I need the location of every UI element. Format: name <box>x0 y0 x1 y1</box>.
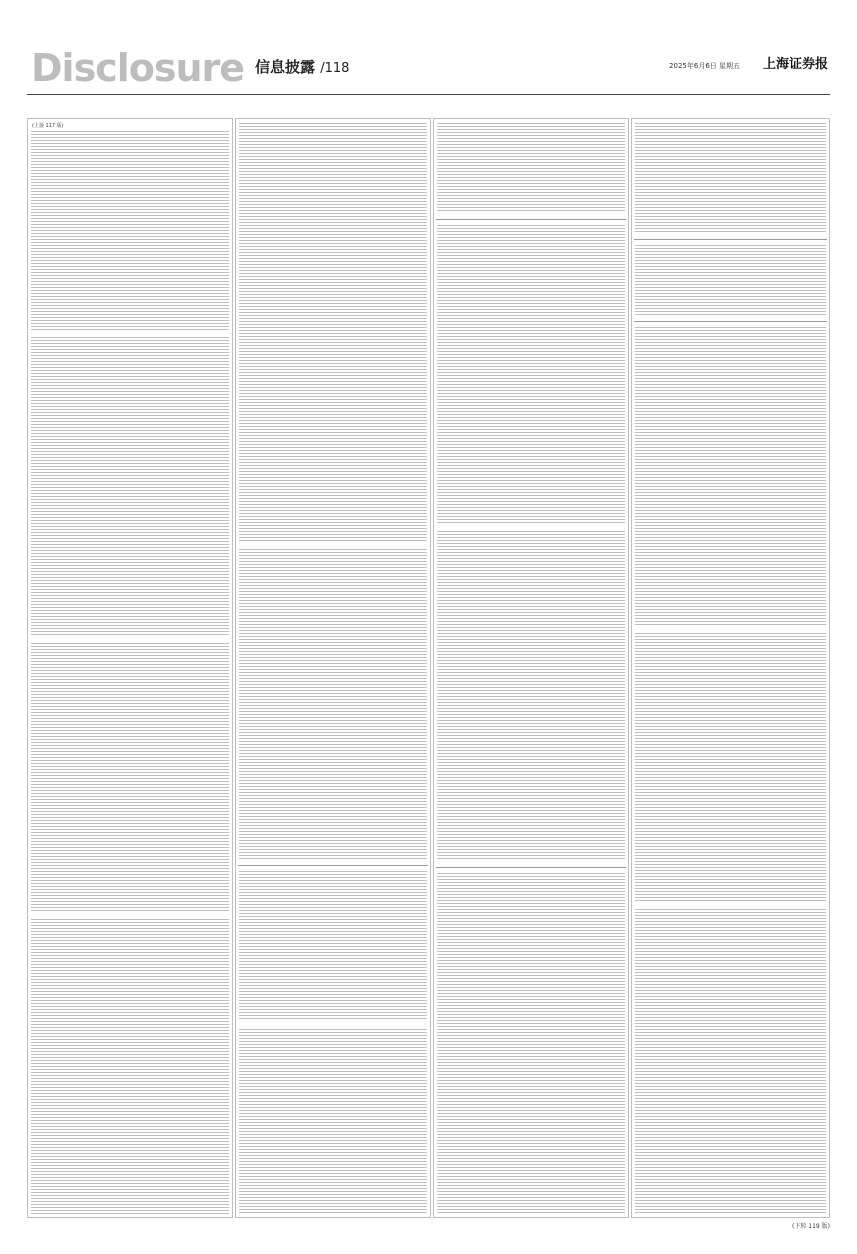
text-block <box>635 123 826 233</box>
text-block <box>635 245 826 315</box>
section-title-text: 信息披露 <box>255 58 316 76</box>
text-block <box>31 131 229 331</box>
column-2 <box>235 118 431 1218</box>
column-4 <box>631 118 830 1218</box>
column-1 <box>27 118 233 1218</box>
text-block <box>239 871 427 1021</box>
text-block <box>239 549 427 859</box>
text-block <box>437 225 625 525</box>
disclosure-logo: Disclosure <box>31 46 245 90</box>
text-block <box>31 919 229 1214</box>
text-block <box>437 531 625 861</box>
text-block <box>31 337 229 637</box>
divider <box>634 239 827 240</box>
text-block <box>635 633 826 903</box>
text-block <box>635 327 826 627</box>
text-block <box>437 123 625 213</box>
page-number: /118 <box>320 61 350 76</box>
newspaper-name: 上海证券报 <box>762 57 828 72</box>
divider <box>634 321 827 322</box>
page-content <box>27 118 830 1218</box>
issue-date: 2025年6月6日 星期五 <box>669 62 740 70</box>
text-block <box>31 643 229 913</box>
divider <box>238 865 428 866</box>
divider <box>436 219 626 220</box>
divider <box>436 867 626 868</box>
text-block <box>239 123 427 543</box>
continued-note: (下转 119 版) <box>792 1223 830 1230</box>
text-block <box>437 873 625 1214</box>
continuation-note: (上接 117 版) <box>32 123 64 129</box>
masthead <box>27 46 830 95</box>
column-3 <box>433 118 629 1218</box>
text-block <box>635 909 826 1214</box>
section-title <box>255 58 349 78</box>
text-block <box>239 1029 427 1214</box>
